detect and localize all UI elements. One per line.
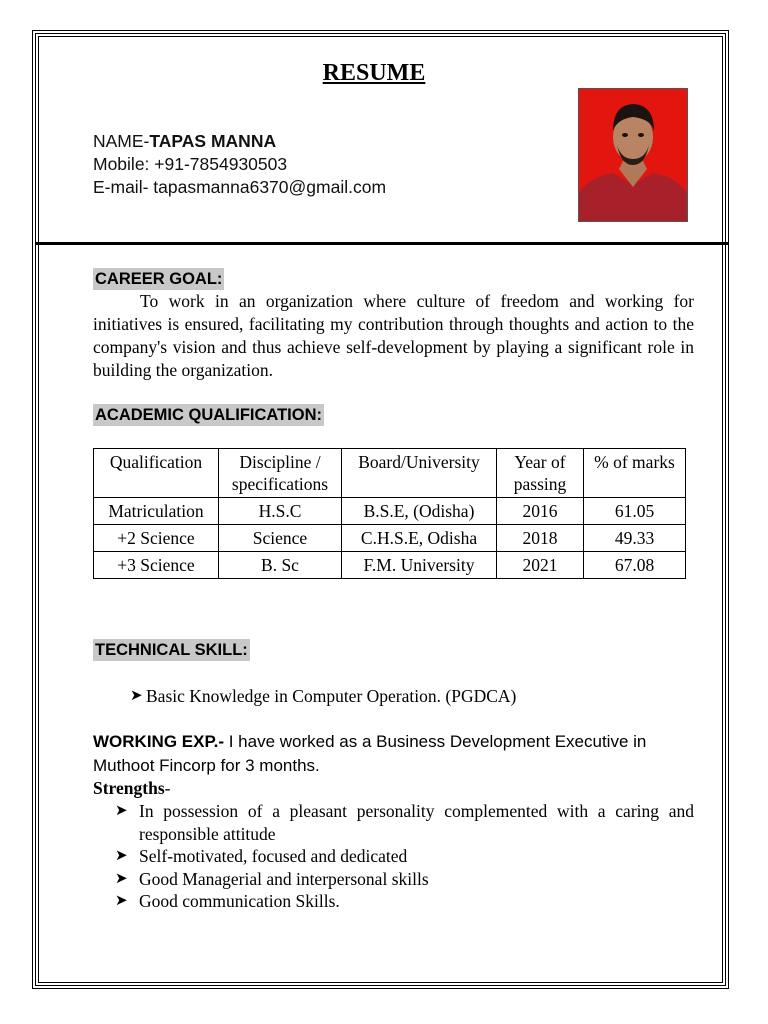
arrow-bullet-icon: ➤ [115, 893, 128, 909]
arrow-bullet-icon: ➤ [115, 803, 128, 819]
name-line [93, 130, 386, 153]
header-cell: Board/University [342, 449, 497, 498]
table-row [94, 552, 686, 579]
contact-block [93, 130, 386, 199]
list-item [115, 868, 694, 891]
table-cell: C.H.S.E, Odisha [342, 525, 497, 552]
email-line: E-mail- tapasmanna6370@gmail.com [93, 177, 387, 197]
header-divider [36, 242, 728, 245]
table-cell: 2016 [497, 498, 584, 525]
header-cell: Qualification [94, 449, 219, 498]
career-goal-text: To work in an organization where culture of freedom and working for initiatives is ensured, facilitating my contribution through thoughts and action to the company's vision and thus achieve self-development by playing a significant role in building the organization. [93, 291, 694, 380]
qualification-table [93, 448, 686, 579]
working-exp [93, 730, 703, 777]
arrow-bullet-icon: ➤ [115, 870, 128, 887]
technical-heading-wrap [93, 639, 250, 661]
resume-title: RESUME [322, 60, 426, 86]
table-header-row [94, 449, 686, 498]
table-cell: Matriculation [94, 498, 219, 525]
strengths-list [115, 800, 694, 913]
list-item [115, 800, 694, 845]
strengths-heading [93, 777, 170, 799]
header-cell: Year of passing [497, 449, 584, 498]
table-row [94, 498, 686, 525]
table-cell: 61.05 [584, 498, 686, 525]
technical-heading: TECHNICAL SKILL: [95, 641, 248, 659]
career-goal-heading-wrap [93, 268, 224, 290]
mobile-line: Mobile: +91-7854930503 [93, 154, 288, 174]
table-cell: B. Sc [219, 552, 342, 579]
profile-photo [578, 88, 688, 222]
table-cell: Science [219, 525, 342, 552]
name-value: TAPAS MANNA [149, 131, 277, 151]
career-goal-heading: CAREER GOAL: [95, 270, 223, 288]
academic-heading-wrap [93, 404, 324, 426]
table-cell: B.S.E, (Odisha) [342, 498, 497, 525]
working-exp-text: I have worked as a Business Development Executive in Muthoot Fincorp for 3 months. [93, 732, 647, 775]
strength-text: Good Managerial and interpersonal skills [139, 868, 429, 889]
working-exp-label: WORKING EXP.- [93, 732, 224, 751]
person-photo-icon [579, 89, 687, 221]
header-cell: Discipline / specifications [219, 449, 342, 498]
table-cell: +3 Science [94, 552, 219, 579]
strengths-heading-suffix: - [164, 778, 171, 798]
strength-text: Self-motivated, focused and dedicated [139, 846, 408, 866]
table-cell: 49.33 [584, 525, 686, 552]
table-cell: H.S.C [219, 498, 342, 525]
name-label: NAME- [93, 131, 150, 151]
list-item [115, 845, 694, 868]
arrow-bullet-icon: ➤ [130, 688, 143, 704]
list-item [130, 685, 516, 707]
arrow-bullet-icon: ➤ [115, 848, 128, 864]
table-cell: 2018 [497, 525, 584, 552]
table-cell: +2 Science [94, 525, 219, 552]
technical-skill-text: Basic Knowledge in Computer Operation. (PGDCA) [146, 686, 517, 706]
header-cell: % of marks [584, 449, 686, 498]
list-item [115, 890, 694, 913]
strength-text: In possession of a pleasant personality complemented with a caring and responsible attitude [139, 801, 694, 844]
table-row [94, 525, 686, 552]
academic-heading: ACADEMIC QUALIFICATION: [95, 406, 323, 424]
table-cell: F.M. University [342, 552, 497, 579]
strength-text: Good communication Skills. [139, 891, 340, 911]
strengths-heading-label: Strengths [93, 778, 165, 798]
table-cell: 67.08 [584, 552, 686, 579]
table-cell: 2021 [497, 552, 584, 579]
